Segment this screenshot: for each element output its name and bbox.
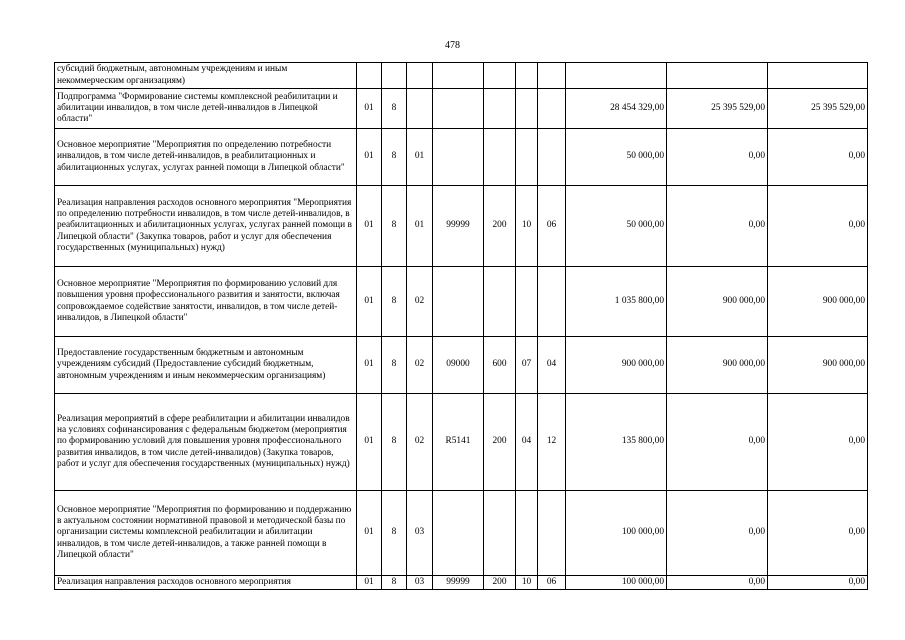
cell-program: 01 bbox=[357, 337, 382, 394]
cell-subsection bbox=[538, 129, 566, 186]
row-name: Реализация направления расходов основного мероприятия bbox=[55, 576, 357, 590]
cell-amount-3: 25 395 529,00 bbox=[768, 89, 868, 129]
cell-direction bbox=[433, 63, 484, 89]
cell-activity: 01 bbox=[407, 186, 433, 267]
cell-subsection: 04 bbox=[538, 337, 566, 394]
table-row bbox=[55, 491, 868, 576]
cell-subprogram: 8 bbox=[382, 394, 407, 491]
cell-amount-1 bbox=[566, 63, 667, 89]
cell-activity bbox=[407, 63, 433, 89]
cell-amount-3: 0,00 bbox=[768, 491, 868, 576]
cell-subprogram: 8 bbox=[382, 267, 407, 337]
cell-subprogram bbox=[382, 63, 407, 89]
cell-section: 04 bbox=[516, 394, 538, 491]
cell-amount-2 bbox=[667, 63, 768, 89]
cell-direction bbox=[433, 89, 484, 129]
table-row bbox=[55, 337, 868, 394]
cell-activity: 02 bbox=[407, 337, 433, 394]
table-row bbox=[55, 267, 868, 337]
cell-subprogram: 8 bbox=[382, 491, 407, 576]
cell-subprogram: 8 bbox=[382, 89, 407, 129]
cell-activity: 03 bbox=[407, 576, 433, 590]
cell-activity: 02 bbox=[407, 267, 433, 337]
cell-activity: 02 bbox=[407, 394, 433, 491]
row-name: Реализация направления расходов основного мероприятия "Мероприятия по определению потребности инвалидов, в том числе детей-инвалидов, в реабилитационных и абилитационных услугах, услугах ранней помощи в Липецкой области" (Закупка товаров, работ и услуг для обеспечения государственных (муниципальных) нужд) bbox=[55, 186, 357, 267]
table-row bbox=[55, 63, 868, 89]
cell-activity: 01 bbox=[407, 129, 433, 186]
row-name: субсидий бюджетным, автономным учреждениям и иным некоммерческим организациям) bbox=[55, 63, 357, 89]
cell-expense-type: 600 bbox=[484, 337, 516, 394]
cell-amount-3: 0,00 bbox=[768, 576, 868, 590]
cell-amount-1: 50 000,00 bbox=[566, 186, 667, 267]
page-number: 478 bbox=[445, 40, 460, 51]
cell-section: 10 bbox=[516, 186, 538, 267]
row-name: Основное мероприятие "Мероприятия по определению потребности инвалидов, в том числе детей-инвалидов, в реабилитационных и абилитационных услугах, услугах ранней помощи в Липецкой области" bbox=[55, 129, 357, 186]
cell-section bbox=[516, 267, 538, 337]
cell-subprogram: 8 bbox=[382, 576, 407, 590]
cell-program: 01 bbox=[357, 186, 382, 267]
cell-amount-2: 0,00 bbox=[667, 394, 768, 491]
cell-program: 01 bbox=[357, 267, 382, 337]
cell-section: 10 bbox=[516, 576, 538, 590]
cell-amount-1: 135 800,00 bbox=[566, 394, 667, 491]
cell-subsection: 12 bbox=[538, 394, 566, 491]
cell-direction: 09000 bbox=[433, 337, 484, 394]
cell-activity bbox=[407, 89, 433, 129]
cell-expense-type: 200 bbox=[484, 186, 516, 267]
cell-subsection bbox=[538, 63, 566, 89]
table-row bbox=[55, 89, 868, 129]
cell-section bbox=[516, 63, 538, 89]
cell-section: 07 bbox=[516, 337, 538, 394]
cell-section bbox=[516, 89, 538, 129]
cell-amount-1: 100 000,00 bbox=[566, 576, 667, 590]
cell-section bbox=[516, 491, 538, 576]
cell-expense-type: 200 bbox=[484, 394, 516, 491]
cell-expense-type bbox=[484, 63, 516, 89]
cell-program: 01 bbox=[357, 394, 382, 491]
cell-amount-3: 0,00 bbox=[768, 186, 868, 267]
cell-expense-type bbox=[484, 89, 516, 129]
cell-expense-type bbox=[484, 267, 516, 337]
cell-program: 01 bbox=[357, 576, 382, 590]
cell-amount-2: 0,00 bbox=[667, 491, 768, 576]
cell-direction: 99999 bbox=[433, 576, 484, 590]
cell-activity: 03 bbox=[407, 491, 433, 576]
cell-direction bbox=[433, 491, 484, 576]
cell-direction: 99999 bbox=[433, 186, 484, 267]
cell-amount-2: 900 000,00 bbox=[667, 267, 768, 337]
cell-subsection bbox=[538, 89, 566, 129]
cell-program bbox=[357, 63, 382, 89]
table-row bbox=[55, 186, 868, 267]
cell-subsection: 06 bbox=[538, 186, 566, 267]
cell-amount-1: 1 035 800,00 bbox=[566, 267, 667, 337]
cell-subprogram: 8 bbox=[382, 337, 407, 394]
cell-amount-2: 0,00 bbox=[667, 129, 768, 186]
cell-subprogram: 8 bbox=[382, 129, 407, 186]
cell-expense-type bbox=[484, 491, 516, 576]
cell-section bbox=[516, 129, 538, 186]
cell-amount-1: 900 000,00 bbox=[566, 337, 667, 394]
table-row bbox=[55, 394, 868, 491]
cell-subsection bbox=[538, 267, 566, 337]
row-name: Предоставление государственным бюджетным и автономным учреждениям субсидий (Предоставление субсидий бюджетным, автономным учреждениям и иным некоммерческим организациям) bbox=[55, 337, 357, 394]
table-body bbox=[55, 63, 868, 590]
cell-amount-2: 900 000,00 bbox=[667, 337, 768, 394]
cell-expense-type bbox=[484, 129, 516, 186]
cell-amount-3: 0,00 bbox=[768, 129, 868, 186]
cell-amount-3: 900 000,00 bbox=[768, 267, 868, 337]
cell-subprogram: 8 bbox=[382, 186, 407, 267]
cell-amount-3: 900 000,00 bbox=[768, 337, 868, 394]
cell-direction bbox=[433, 267, 484, 337]
cell-amount-2: 25 395 529,00 bbox=[667, 89, 768, 129]
row-name: Основное мероприятие "Мероприятия по формированию условий для повышения уровня профессионального развития и занятости, включая сопровождаемое содействие занятости, инвалидов, в том числе детей-инвалидов, в Липецкой области" bbox=[55, 267, 357, 337]
cell-amount-1: 28 454 329,00 bbox=[566, 89, 667, 129]
row-name: Реализация мероприятий в сфере реабилитации и абилитации инвалидов на условиях софинансирования с федеральным бюджетом (мероприятия по формированию условий для повышения уровня профессионального развития инвалидов, в том числе детей-инвалидов) (Закупка товаров, работ и услуг для обеспечения государственных (муниципальных) нужд) bbox=[55, 394, 357, 491]
row-name: Основное мероприятие "Мероприятия по формированию и поддержанию в актуальном состоянии нормативной правовой и методической базы по организации системы комплексной реабилитации и абилитации инвалидов, в том числе детей-инвалидов, а также ранней помощи в Липецкой области" bbox=[55, 491, 357, 576]
cell-amount-2: 0,00 bbox=[667, 576, 768, 590]
cell-subsection: 06 bbox=[538, 576, 566, 590]
cell-amount-1: 50 000,00 bbox=[566, 129, 667, 186]
table-row bbox=[55, 576, 868, 590]
cell-program: 01 bbox=[357, 491, 382, 576]
budget-table bbox=[54, 62, 868, 590]
cell-amount-1: 100 000,00 bbox=[566, 491, 667, 576]
cell-subsection bbox=[538, 491, 566, 576]
cell-direction: R5141 bbox=[433, 394, 484, 491]
cell-expense-type: 200 bbox=[484, 576, 516, 590]
cell-amount-2: 0,00 bbox=[667, 186, 768, 267]
cell-amount-3 bbox=[768, 63, 868, 89]
cell-amount-3: 0,00 bbox=[768, 394, 868, 491]
table-row bbox=[55, 129, 868, 186]
cell-direction bbox=[433, 129, 484, 186]
cell-program: 01 bbox=[357, 89, 382, 129]
cell-program: 01 bbox=[357, 129, 382, 186]
row-name: Подпрограмма "Формирование системы комплексной реабилитации и абилитации инвалидов, в том числе детей-инвалидов в Липецкой области" bbox=[55, 89, 357, 129]
